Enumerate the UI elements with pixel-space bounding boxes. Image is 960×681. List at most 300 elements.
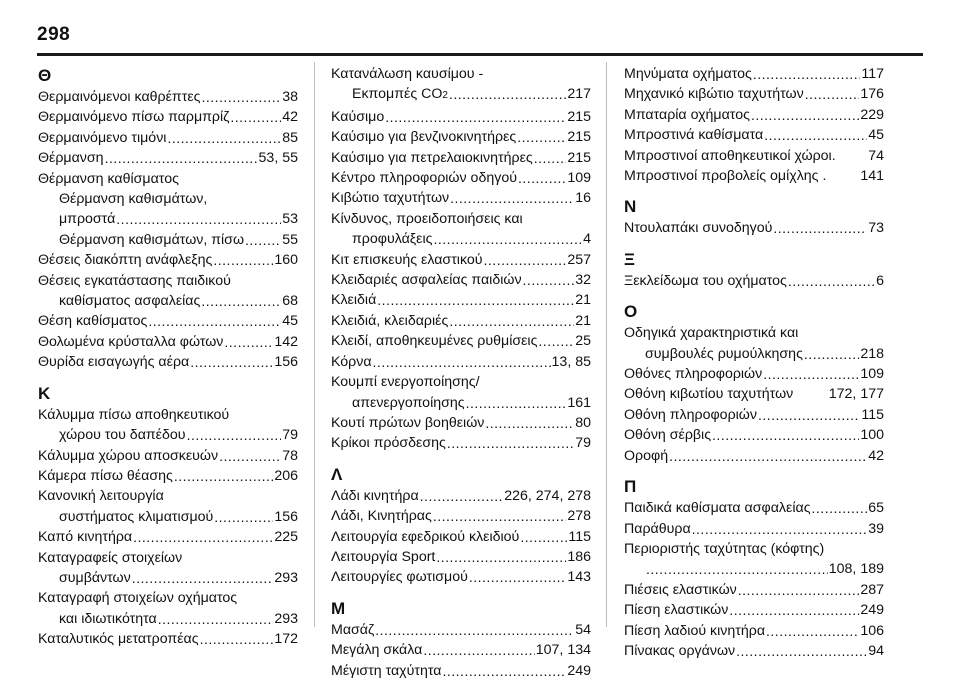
page-reference[interactable]: 80	[575, 414, 591, 431]
dot-leader	[148, 312, 281, 326]
page-reference[interactable]: 287	[860, 581, 884, 598]
entry-line	[624, 323, 884, 343]
page-reference[interactable]: 68	[282, 293, 298, 310]
dot-leader	[200, 630, 274, 644]
index-entry	[38, 128, 298, 148]
header-rule	[37, 53, 923, 56]
index-entry	[331, 527, 591, 547]
entry-term: Καύσιμο	[331, 108, 385, 125]
dot-leader	[763, 365, 859, 379]
index-entry	[331, 290, 591, 310]
page-reference[interactable]: 278	[567, 508, 591, 525]
index-entry	[38, 148, 298, 168]
entry-term: Ξεκλείδωμα του οχήματος	[624, 272, 787, 289]
entry-term: Λειτουργία Sport	[331, 548, 436, 565]
index-entry	[624, 146, 884, 166]
page-reference[interactable]: 39	[868, 520, 884, 537]
entry-line	[624, 580, 884, 600]
page-reference[interactable]: 21	[575, 312, 591, 329]
dot-leader	[738, 581, 860, 595]
entry-line	[331, 148, 591, 168]
dot-leader	[466, 394, 567, 408]
dot-leader	[201, 292, 281, 306]
dot-leader	[712, 426, 859, 440]
entry-line	[331, 107, 591, 127]
entry-line	[331, 393, 591, 413]
entry-term: Θέσεις διακόπτη ανάφλεξης	[38, 252, 213, 269]
index-entry	[331, 567, 591, 587]
page-reference[interactable]: 142	[274, 333, 298, 350]
page-reference[interactable]: 25	[575, 333, 591, 350]
index-entry	[624, 539, 884, 580]
entry-term: Κιτ επισκευής ελαστικού	[331, 251, 483, 268]
index-entry	[38, 250, 298, 270]
page-reference[interactable]: 73	[868, 220, 884, 237]
page-reference[interactable]: 160	[274, 252, 298, 269]
entry-line	[331, 486, 591, 506]
dot-leader	[377, 291, 574, 305]
dot-leader	[132, 569, 274, 583]
entry-line	[331, 661, 591, 681]
index-entry	[624, 580, 884, 600]
entry-line	[38, 271, 298, 291]
dot-leader	[766, 622, 859, 636]
entry-term: Καταγραφή στοιχείων οχήματος	[38, 590, 238, 607]
entry-line	[38, 148, 298, 168]
index-entry	[624, 364, 884, 384]
entry-term: Λειτουργίες φωτισμού	[331, 569, 468, 586]
index-entry	[331, 127, 591, 147]
entry-term: καθίσματος ασφαλείας	[59, 293, 201, 310]
page-reference[interactable]: 161	[567, 394, 591, 411]
entry-line	[331, 168, 591, 188]
page-reference[interactable]: 79	[282, 427, 298, 444]
entry-line	[624, 364, 884, 384]
dot-leader	[788, 272, 875, 286]
dot-leader	[375, 621, 574, 635]
page-reference[interactable]: 79	[575, 435, 591, 452]
index-entry	[38, 189, 298, 230]
entry-line	[331, 433, 591, 453]
section-letter: Π	[624, 477, 637, 497]
index-entry	[331, 640, 591, 660]
entry-term: Θέρμανση καθισμάτων,	[59, 191, 208, 208]
entry-line	[331, 331, 591, 351]
page-reference[interactable]: 226, 274, 278	[504, 487, 591, 504]
page-reference[interactable]: 225	[274, 529, 298, 546]
entry-line	[624, 84, 884, 104]
dot-leader	[753, 65, 861, 79]
dot-leader	[523, 271, 575, 285]
index-entry	[331, 107, 591, 127]
dot-leader	[534, 149, 567, 163]
entry-term: Κιβώτιο ταχυτήτων	[331, 190, 450, 207]
page-reference[interactable]: 141	[860, 168, 884, 185]
page-reference[interactable]: 115	[568, 528, 591, 545]
dot-leader	[449, 312, 574, 326]
page-reference[interactable]: 293	[274, 569, 298, 586]
page-reference[interactable]: 143	[567, 569, 591, 586]
entry-term: Κλειδί, αποθηκευμένες ρυθμίσεις	[331, 333, 538, 350]
entry-term: Μηχανικό κιβώτιο ταχυτήτων	[624, 86, 804, 103]
dot-leader	[520, 528, 567, 542]
dot-leader	[116, 210, 281, 224]
entry-term: Λάδι, Κινητήρας	[331, 508, 432, 525]
page-reference[interactable]: 172, 177	[828, 386, 884, 403]
entry-line	[38, 588, 298, 608]
entry-term: Κλειδιά	[331, 292, 377, 309]
dot-leader	[214, 508, 273, 522]
dot-leader	[646, 560, 828, 574]
entry-line	[331, 229, 591, 249]
index-entry	[38, 352, 298, 372]
dot-leader	[518, 169, 566, 183]
page-reference[interactable]: 4	[583, 231, 591, 248]
entry-line	[624, 344, 884, 364]
index-entry	[624, 446, 884, 466]
entry-term: Μπαταρία οχήματος	[624, 106, 750, 123]
dot-leader	[447, 434, 574, 448]
entry-line	[331, 270, 591, 290]
entry-line	[38, 107, 298, 127]
entry-line	[331, 506, 591, 526]
index-entry	[38, 466, 298, 486]
entry-term: Οθόνες πληροφοριών	[624, 366, 763, 383]
entry-line	[38, 87, 298, 107]
page-reference[interactable]: 53, 55	[258, 150, 298, 167]
entry-term: Μεγάλη σκάλα	[331, 642, 423, 659]
index-entry	[624, 498, 884, 518]
index-entry	[331, 413, 591, 433]
entry-term: Κάλυμμα χώρου αποσκευών	[38, 447, 219, 464]
index-entry	[331, 661, 591, 681]
entry-line	[38, 629, 298, 649]
entry-term: Λάδι κινητήρα	[331, 487, 419, 504]
entry-line	[331, 527, 591, 547]
entry-term: Κουμπί ενεργοποίησης/	[331, 374, 480, 391]
dot-leader	[187, 426, 282, 440]
entry-line	[624, 425, 884, 445]
dot-leader	[812, 499, 868, 513]
entry-line	[38, 446, 298, 466]
dot-leader	[751, 106, 859, 120]
page-reference[interactable]: 215	[567, 129, 591, 146]
entry-line	[624, 166, 884, 186]
entry-term: Περιοριστής ταχύτητας (κόφτης)	[624, 540, 825, 557]
entry-term: Κόρνα	[331, 353, 372, 370]
entry-term: Κανονική λειτουργία	[38, 488, 164, 505]
section-letter: Λ	[331, 464, 343, 484]
entry-term: Κάλυμμα πίσω αποθηκευτικού	[38, 406, 230, 423]
entry-term: Πιέσεις ελαστικών	[624, 581, 737, 598]
index-entry	[624, 621, 884, 641]
entry-line	[331, 413, 591, 433]
page-reference[interactable]: 249	[860, 602, 884, 619]
entry-line	[624, 519, 884, 539]
section-letter: Κ	[38, 383, 51, 403]
entry-line	[331, 640, 591, 660]
dot-leader	[485, 414, 574, 428]
page-reference[interactable]: 293	[274, 610, 298, 627]
page-reference[interactable]: 176	[860, 86, 884, 103]
page-reference[interactable]: 65	[868, 500, 884, 517]
index-entry	[38, 107, 298, 127]
page-reference[interactable]: 21	[575, 292, 591, 309]
index-entry	[624, 84, 884, 104]
dot-leader	[158, 610, 274, 624]
entry-line	[38, 466, 298, 486]
entry-line	[624, 641, 884, 661]
dot-leader	[433, 230, 582, 244]
entry-term: Κλειδιά, κλειδαριές	[331, 312, 449, 329]
index-entry	[331, 352, 591, 372]
entry-term: Καταλυτικός μετατροπέας	[38, 631, 199, 648]
index-entry	[331, 433, 591, 453]
index-entry	[331, 148, 591, 168]
dot-leader	[773, 219, 867, 233]
entry-line	[331, 84, 591, 106]
page-reference[interactable]: 215	[567, 149, 591, 166]
dot-leader	[736, 642, 867, 656]
dot-leader	[764, 126, 867, 140]
dot-leader	[436, 548, 566, 562]
entry-term: Κουτί πρώτων βοηθειών	[331, 414, 485, 431]
dot-leader	[385, 108, 566, 122]
entry-term: Θερμαινόμενο τιμόνι	[38, 129, 167, 146]
index-entry	[624, 641, 884, 661]
entry-line	[624, 446, 884, 466]
dot-leader	[224, 333, 273, 347]
entry-line	[38, 128, 298, 148]
dot-leader	[133, 528, 273, 542]
page-reference[interactable]: 32	[575, 272, 591, 289]
page-reference[interactable]: 54	[575, 621, 591, 638]
entry-line	[38, 332, 298, 352]
page-reference[interactable]: 13, 85	[551, 353, 591, 370]
dot-leader	[190, 353, 273, 367]
dot-leader	[230, 108, 281, 122]
entry-line	[331, 352, 591, 372]
page-reference[interactable]: 257	[567, 251, 591, 268]
index-entry	[331, 506, 591, 526]
entry-term: Θερμαινόμενο πίσω παρμπρίζ	[38, 109, 230, 126]
page-reference[interactable]: 45	[282, 313, 298, 330]
entry-term: Παιδικά καθίσματα ασφαλείας	[624, 500, 811, 517]
entry-term: Μέγιστη ταχύτητα	[331, 662, 442, 679]
entry-line	[38, 230, 298, 250]
page-reference[interactable]: 100	[860, 427, 884, 444]
entry-term: Θέση καθίσματος	[38, 313, 148, 330]
index-entry	[624, 519, 884, 539]
dot-leader	[692, 520, 868, 534]
entry-term: Οθόνη πληροφοριών	[624, 406, 757, 423]
dot-leader	[433, 507, 567, 521]
dot-leader	[219, 447, 281, 461]
index-entry	[38, 405, 298, 446]
page-reference[interactable]: 218	[860, 345, 884, 362]
page-reference[interactable]: 186	[567, 548, 591, 565]
section-letter: Ο	[624, 302, 638, 322]
page-number: 298	[37, 24, 71, 45]
entry-term: Θέσεις εγκατάστασης παιδικού	[38, 272, 231, 289]
entry-line	[331, 127, 591, 147]
page-reference[interactable]: 206	[274, 467, 298, 484]
index-entry	[624, 125, 884, 145]
entry-line	[38, 352, 298, 372]
index-entry	[331, 209, 591, 250]
index-entry	[331, 547, 591, 567]
entry-term: Ντουλαπάκι συνοδηγού	[624, 220, 773, 237]
page-reference[interactable]: 42	[868, 447, 884, 464]
dot-leader	[420, 487, 504, 501]
entry-line	[38, 609, 298, 629]
entry-term: Κατανάλωση καυσίμου -	[331, 66, 484, 82]
entry-line	[624, 559, 884, 579]
index-entry	[38, 311, 298, 331]
page-reference[interactable]: 16	[575, 190, 591, 207]
index-entry	[624, 64, 884, 84]
entry-term: Κίνδυνος, προειδοποιήσεις και	[331, 210, 523, 227]
page-reference[interactable]: 172	[274, 631, 298, 648]
index-entry	[624, 600, 884, 620]
section-letter: Ξ	[624, 249, 635, 269]
index-entry	[38, 169, 298, 189]
index-entry	[38, 446, 298, 466]
entry-line	[624, 271, 884, 291]
index-entry	[331, 250, 591, 270]
entry-line	[38, 405, 298, 425]
page-reference[interactable]: 53	[282, 211, 298, 228]
entry-line	[38, 250, 298, 270]
column-divider	[606, 62, 607, 627]
index-entry	[38, 271, 298, 312]
entry-line	[331, 620, 591, 640]
entry-term: Κάμερα πίσω θέασης	[38, 467, 173, 484]
index-entry	[331, 372, 591, 413]
entry-term: Θέρμανση καθισμάτων, πίσω	[59, 231, 245, 248]
dot-leader	[213, 251, 273, 265]
entry-term: Οδηγικά χαρακτηριστικά και	[624, 325, 799, 342]
page-reference[interactable]: 117	[861, 66, 884, 82]
entry-line	[38, 548, 298, 568]
dot-leader	[538, 332, 574, 346]
index-entry	[624, 105, 884, 125]
entry-line	[624, 125, 884, 145]
section-letter: Ν	[624, 197, 637, 217]
index-column-3	[624, 64, 884, 659]
entry-term: Οθόνη σέρβις	[624, 427, 712, 444]
index-entry	[331, 486, 591, 506]
entry-term: Πίεση λαδιού κινητήρα	[624, 622, 766, 639]
entry-term: προφυλάξεις	[352, 231, 433, 248]
dot-leader	[245, 231, 281, 245]
entry-term: συστήματος κλιματισμού	[59, 508, 214, 525]
entry-term: Πίνακας οργάνων	[624, 642, 736, 659]
page-reference[interactable]: 217	[567, 86, 591, 103]
entry-line	[38, 291, 298, 311]
dot-leader	[469, 568, 566, 582]
index-entry	[331, 620, 591, 640]
index-entry	[331, 270, 591, 290]
entry-subscript: 2	[442, 90, 448, 102]
entry-line	[624, 539, 884, 559]
dot-leader	[423, 641, 534, 655]
dot-leader	[443, 662, 567, 676]
index-entry	[331, 331, 591, 351]
entry-line	[624, 498, 884, 518]
page-reference[interactable]: 38	[282, 89, 298, 105]
dot-leader	[669, 447, 867, 461]
index-entry	[38, 332, 298, 352]
entry-line	[331, 250, 591, 270]
dot-leader	[105, 149, 258, 163]
entry-term: συμβουλές ρυμούλκησης	[645, 345, 803, 362]
page-reference[interactable]: 55	[282, 231, 298, 248]
page-reference[interactable]: 108, 189	[828, 561, 884, 578]
page-reference[interactable]: 109	[567, 170, 591, 187]
dot-leader	[729, 601, 859, 615]
section-letter: Μ	[331, 598, 346, 618]
dot-leader	[450, 189, 574, 203]
entry-term: Κλειδαριές ασφαλείας παιδιών	[331, 272, 522, 289]
page-reference[interactable]: 156	[274, 508, 298, 525]
page-reference[interactable]: 156	[274, 354, 298, 371]
entry-line	[38, 486, 298, 506]
page-reference[interactable]: 229	[860, 106, 884, 123]
page-reference[interactable]: 74	[868, 147, 884, 164]
index-entry	[624, 166, 884, 186]
page-reference[interactable]: 107, 134	[535, 642, 591, 659]
entry-line	[331, 209, 591, 229]
index-entry	[38, 588, 298, 629]
entry-line	[624, 621, 884, 641]
page-reference[interactable]: 94	[868, 642, 884, 659]
dot-leader	[484, 251, 567, 265]
entry-term: Μπροστινοί αποθηκευτικοί χώροι.	[624, 147, 836, 164]
page-reference[interactable]: 42	[282, 109, 298, 126]
entry-term: και ιδιωτικότητα	[59, 610, 157, 627]
index-entry	[38, 548, 298, 589]
section-letter: Θ	[38, 66, 52, 85]
page-reference[interactable]: 115	[861, 406, 884, 423]
page-reference[interactable]: 249	[567, 662, 591, 679]
index-column-2	[331, 64, 591, 679]
index-entry	[38, 230, 298, 250]
index-entry	[38, 486, 298, 527]
page-reference[interactable]: 78	[282, 447, 298, 464]
entry-line	[331, 372, 591, 392]
entry-line	[624, 105, 884, 125]
entry-term: Πίεση ελαστικών	[624, 602, 729, 619]
entry-line	[331, 188, 591, 208]
page-reference[interactable]: 85	[282, 129, 298, 146]
page-reference[interactable]: 106	[860, 622, 884, 639]
entry-line	[624, 64, 884, 84]
page-reference[interactable]: 6	[876, 272, 884, 289]
page-reference[interactable]: 215	[567, 108, 591, 125]
entry-line	[38, 169, 298, 189]
index-entry	[624, 271, 884, 291]
index-entry	[38, 87, 298, 107]
page-reference[interactable]: 109	[860, 366, 884, 383]
entry-line	[624, 384, 884, 404]
index-entry	[624, 425, 884, 445]
entry-term: Μπροστινά καθίσματα	[624, 127, 764, 144]
entry-term: Καπό κινητήρα	[38, 529, 133, 546]
page-reference[interactable]: 45	[868, 127, 884, 144]
dot-leader	[758, 406, 860, 420]
entry-line	[331, 64, 591, 84]
